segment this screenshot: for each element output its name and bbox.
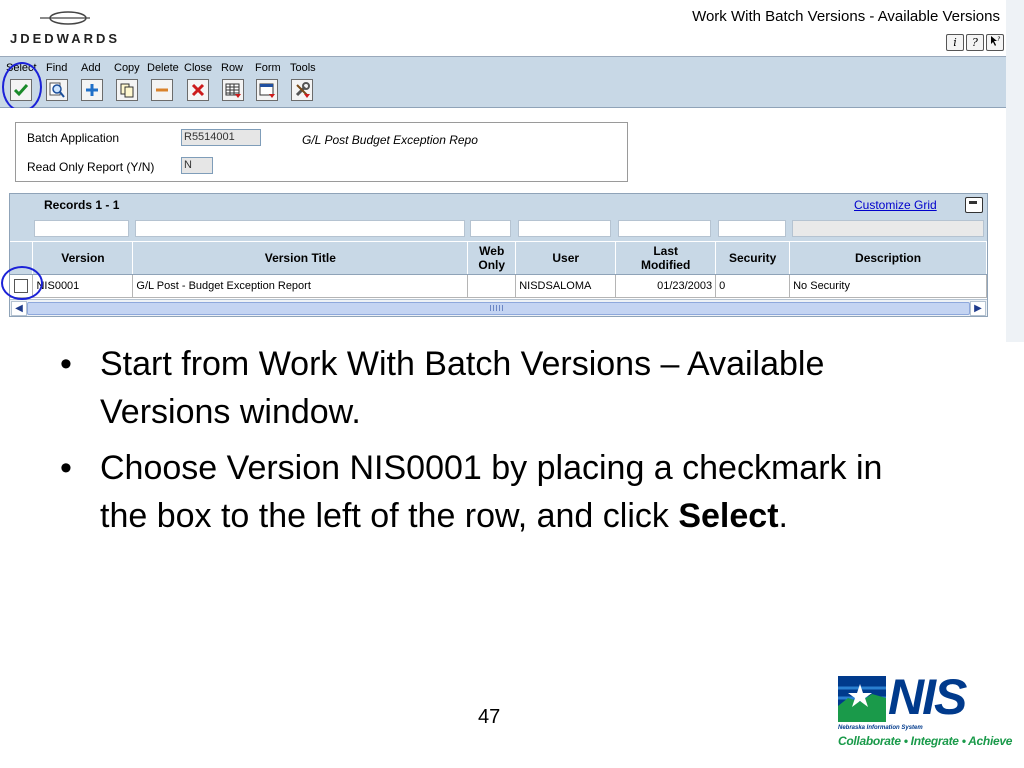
close-button[interactable] (187, 79, 209, 101)
scroll-left-arrow-icon[interactable]: ◀ (11, 301, 27, 316)
copy-icon (119, 82, 135, 98)
qbe-user[interactable] (518, 220, 611, 237)
tools-wrench-icon (294, 82, 310, 98)
horizontal-scrollbar[interactable] (10, 299, 987, 316)
col-version-title[interactable]: Version Title (133, 242, 468, 275)
qbe-web-only[interactable] (470, 220, 511, 237)
col-last-modified[interactable] (616, 242, 716, 275)
add-label[interactable]: Add (81, 62, 101, 74)
grid-header-bar (10, 194, 987, 216)
close-label[interactable]: Close (184, 62, 213, 74)
qbe-version-title[interactable] (135, 220, 465, 237)
form-content (0, 108, 1006, 342)
cell-description: No Security (790, 275, 987, 298)
col-version[interactable]: Version (33, 242, 133, 275)
nis-flag-icon (838, 676, 886, 722)
bullet-text-1: Start from Work With Batch Versions – Available Versions window. (100, 345, 825, 431)
table-row[interactable] (10, 275, 987, 298)
header-icons (946, 34, 1004, 51)
scroll-grip (490, 305, 504, 311)
bullet-item (60, 444, 920, 540)
cell-security: 0 (716, 275, 790, 298)
select-highlight-circle (2, 62, 42, 112)
select-label[interactable]: Select (6, 62, 37, 74)
application-screenshot (0, 0, 1024, 342)
bullet-select-emphasis: Select (678, 497, 779, 535)
qbe-description[interactable] (792, 220, 984, 237)
nis-subtitle: Nebraska Information System (838, 725, 923, 731)
col-security[interactable]: Security (716, 242, 790, 275)
batch-application-label: Batch Application (27, 131, 120, 145)
form-menu-button[interactable] (256, 79, 278, 101)
app-header (0, 0, 1006, 57)
form-window-icon (259, 82, 275, 98)
checkbox-highlight-circle (1, 266, 43, 300)
window-title: Work With Batch Versions - Available Versions (692, 8, 1000, 25)
customize-grid-link[interactable]: Customize Grid (854, 198, 937, 212)
delete-button[interactable] (151, 79, 173, 101)
minus-icon (154, 82, 170, 98)
help-icon[interactable]: ? (966, 34, 984, 51)
scroll-thumb[interactable] (27, 302, 970, 315)
magnifier-icon (49, 82, 65, 98)
jde-logo-text: JDEDWARDS (10, 31, 121, 46)
col-description[interactable]: Description (790, 242, 987, 275)
nis-wordmark: NIS (888, 669, 966, 725)
cell-version: NIS0001 (33, 275, 133, 298)
nis-tagline: Collaborate • Integrate • Achieve (838, 734, 1013, 748)
add-button[interactable] (81, 79, 103, 101)
close-x-icon (190, 82, 206, 98)
qbe-security[interactable] (718, 220, 786, 237)
records-count: Records 1 - 1 (44, 198, 120, 212)
jde-logo-swoosh-icon (38, 10, 92, 26)
form-label[interactable]: Form (255, 62, 281, 74)
cell-version-title: G/L Post - Budget Exception Report (133, 275, 468, 298)
tools-label[interactable]: Tools (290, 62, 316, 74)
query-by-example-row (10, 216, 987, 241)
cell-user: NISDSALOMA (516, 275, 616, 298)
col-user[interactable]: User (516, 242, 616, 275)
batch-application-field[interactable]: R5514001 (181, 129, 261, 146)
toolbar (0, 57, 1006, 108)
delete-label[interactable]: Delete (147, 62, 179, 74)
instruction-bullets (60, 340, 920, 548)
nis-logo (838, 669, 1013, 754)
col-last-modified-label: Last Modified (640, 244, 691, 272)
row-label[interactable]: Row (221, 62, 244, 74)
bullet-text-2: Choose Version NIS0001 by placing a checkmark in the box to the left of the row, and click (100, 449, 883, 535)
info-icon[interactable]: i (946, 34, 964, 51)
scroll-right-arrow-icon[interactable]: ▶ (970, 301, 986, 316)
window-edge (1006, 0, 1024, 342)
cell-web-only (468, 275, 516, 298)
svg-text:?: ? (997, 36, 1001, 43)
plus-icon (84, 82, 100, 98)
row-grid-icon (225, 82, 241, 98)
versions-grid (9, 193, 988, 317)
arrow-question-icon (989, 35, 1001, 47)
read-only-field[interactable]: N (181, 157, 213, 174)
bullet-item (60, 340, 920, 436)
copy-label[interactable]: Copy (114, 62, 140, 74)
pointer-help-icon[interactable] (986, 34, 1004, 51)
maximize-grid-icon[interactable] (965, 197, 983, 213)
grid-table (10, 242, 987, 298)
qbe-version[interactable] (34, 220, 129, 237)
bullet-period: . (778, 497, 788, 535)
cell-last-modified: 01/23/2003 (616, 275, 716, 298)
page-number: 47 (478, 706, 501, 728)
col-web-only-label: Web Only (478, 244, 506, 272)
find-label[interactable]: Find (46, 62, 68, 74)
copy-button[interactable] (116, 79, 138, 101)
row-menu-button[interactable] (222, 79, 244, 101)
read-only-label: Read Only Report (Y/N) (27, 160, 155, 174)
find-button[interactable] (46, 79, 68, 101)
header-fields-box (15, 122, 628, 182)
grid-column-headers (10, 242, 987, 275)
col-web-only[interactable] (468, 242, 516, 275)
tools-menu-button[interactable] (291, 79, 313, 101)
qbe-last-modified[interactable] (618, 220, 711, 237)
batch-application-description: G/L Post Budget Exception Repo (302, 133, 478, 147)
